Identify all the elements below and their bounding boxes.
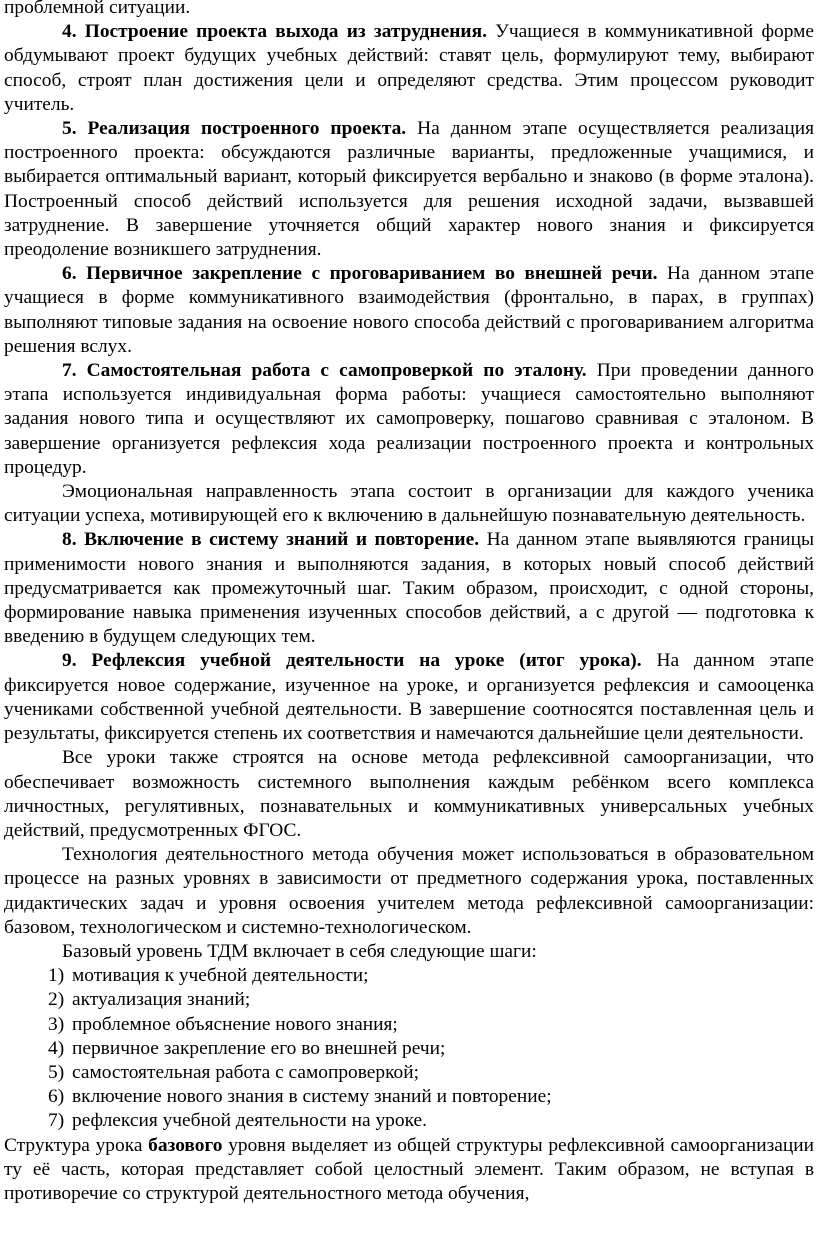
list-item-number: 4) <box>48 1037 65 1059</box>
list-item-number: 7) <box>48 1110 65 1132</box>
list-item <box>0 1013 816 1037</box>
list-item-text: рефлексия учебной деятельности на уроке. <box>72 1110 427 1132</box>
list-item <box>0 988 816 1012</box>
p-step-9 <box>0 649 816 746</box>
list-item-text: включение нового знания в систему знаний и повторение; <box>72 1086 552 1108</box>
paragraph-heading: 6. Первичное закрепление с проговариванием во внешней речи. <box>62 263 658 285</box>
list-item-text: актуализация знаний; <box>72 989 251 1011</box>
paragraph-text: На данном этапе выявляются границы применимости нового знания и выполняются задания, в которых новый способ действий предусматривается как промежуточный шаг. Таким образом, происходит, с одной стороны, формирование навыка применения изученных способов действий, а с другой — подготовка к введению в будущем следующих тем. <box>4 529 814 648</box>
list-item <box>0 964 816 988</box>
list-item-number: 1) <box>48 965 65 987</box>
closing-text-after: уровня выделяет из общей структуры рефлексивной самоорганизации ту её часть, которая представляет собой целостный элемент. Таким образом, не вступая в противоречие со структурой деятельностного метода обучения, <box>4 1134 815 1204</box>
list-item-number: 3) <box>48 1013 65 1035</box>
p-all-lessons <box>0 746 816 843</box>
list-item-text: проблемное объяснение нового знания; <box>72 1013 398 1035</box>
list-item <box>0 1109 816 1133</box>
paragraph-text: На данном этапе учащиеся в форме коммуникативного взаимодействия (фронтально, в парах, в группах) выполняют типовые задания на освоение нового способа действий с проговариванием алгоритма решения вслух. <box>4 263 815 357</box>
p-technology <box>0 843 816 940</box>
paragraph-heading: 5. Реализация построенного проекта. <box>62 118 407 140</box>
closing-paragraph <box>0 1134 816 1207</box>
list-item <box>0 1061 816 1085</box>
paragraph-text: Учащиеся в коммуникативной форме обдумывают проект будущих учебных действий: ставят цель, формулируют тему, выбирают способ, строят план достижения цели и определяют средства. Этим процессом руководит учитель. <box>4 21 814 115</box>
list-item-number: 6) <box>48 1086 65 1108</box>
paragraph-text: На данном этапе фиксируется новое содержание, изученное на уроке, и организуется рефлексия и самооценка учениками собственной учебной деятельности. В завершение соотносятся поставленная цель и результаты, фиксируется степень их соответствия и намечаются дальнейшие цели деятельности. <box>4 650 814 745</box>
list-item <box>0 1085 816 1109</box>
paragraph-text: При проведении данного этапа используется индивидуальная форма работы: учащиеся самостоятельно выполняют задания нового типа и осуществляют их самопроверку, пошагово сравнивая с эталоном. В завершение организуется рефлексия хода реализации построенного проекта и контрольных процедур. <box>4 360 814 478</box>
paragraph-heading: 8. Включение в систему знаний и повторение. <box>62 529 480 551</box>
paragraph-text: На данном этапе осуществляется реализация построенного проекта: обсуждаются различные варианты, предложенные учащимися, и выбирается оптимальный вариант, который фиксируется вербально и знаково (в форме эталона). Построенный способ действий используется для решения исходной задачи, вызвавшей затруднение. В завершение уточняется общий характер нового знания и фиксируется преодоление возникшего затруднения. <box>4 118 814 261</box>
p-step-8 <box>0 528 816 649</box>
paragraph-heading: 9. Рефлексия учебной деятельности на уроке (итог урока). <box>62 650 642 672</box>
list-item-text: первичное закрепление его во внешней речи; <box>72 1037 446 1059</box>
list-item <box>0 1037 816 1061</box>
list-item-text: самостоятельная работа с самопроверкой; <box>72 1061 419 1083</box>
p-base-level <box>0 940 816 964</box>
list-item-text: мотивация к учебной деятельности; <box>72 965 369 987</box>
p-emotional <box>0 480 816 528</box>
paragraph-heading: 7. Самостоятельная работа с самопроверкой по эталону. <box>62 360 587 382</box>
p-step-4 <box>0 20 816 117</box>
p-continuation <box>0 0 816 20</box>
p-step-6 <box>0 262 816 359</box>
closing-text-before: Структура урока <box>4 1134 149 1156</box>
paragraph-text: Эмоциональная направленность этапа состоит в организации для каждого ученика ситуации успеха, мотивирующей его к включению в дальнейшую познавательную деятельность. <box>4 481 814 527</box>
closing-bold-word: базового <box>148 1134 223 1156</box>
list-item-number: 5) <box>48 1061 65 1083</box>
list-item-number: 2) <box>48 989 65 1011</box>
paragraph-heading: 4. Построение проекта выхода из затруднения. <box>62 21 487 43</box>
paragraph-text: Технология деятельностного метода обучения может использоваться в образовательном процессе на разных уровнях в зависимости от предметного содержания урока, поставленных дидактических задач и уровня освоения учителем метода рефлексивной самоорганизации: базовом, технологическом и системно-технологическом. <box>4 844 814 938</box>
base-level-steps-list <box>0 964 816 1133</box>
paragraph-text: Базовый уровень ТДМ включает в себя следующие шаги: <box>62 940 537 962</box>
paragraph-text: проблемной ситуации. <box>4 0 191 18</box>
p-step-5 <box>0 117 816 262</box>
p-step-7 <box>0 359 816 480</box>
paragraph-text: Все уроки также строятся на основе метода рефлексивной самоорганизации, что обеспечивает возможность системного выполнения каждым ребёнком всего комплекса личностных, регулятивных, познавательных и коммуникативных универсальных учебных действий, предусмотренных ФГОС. <box>4 747 814 841</box>
